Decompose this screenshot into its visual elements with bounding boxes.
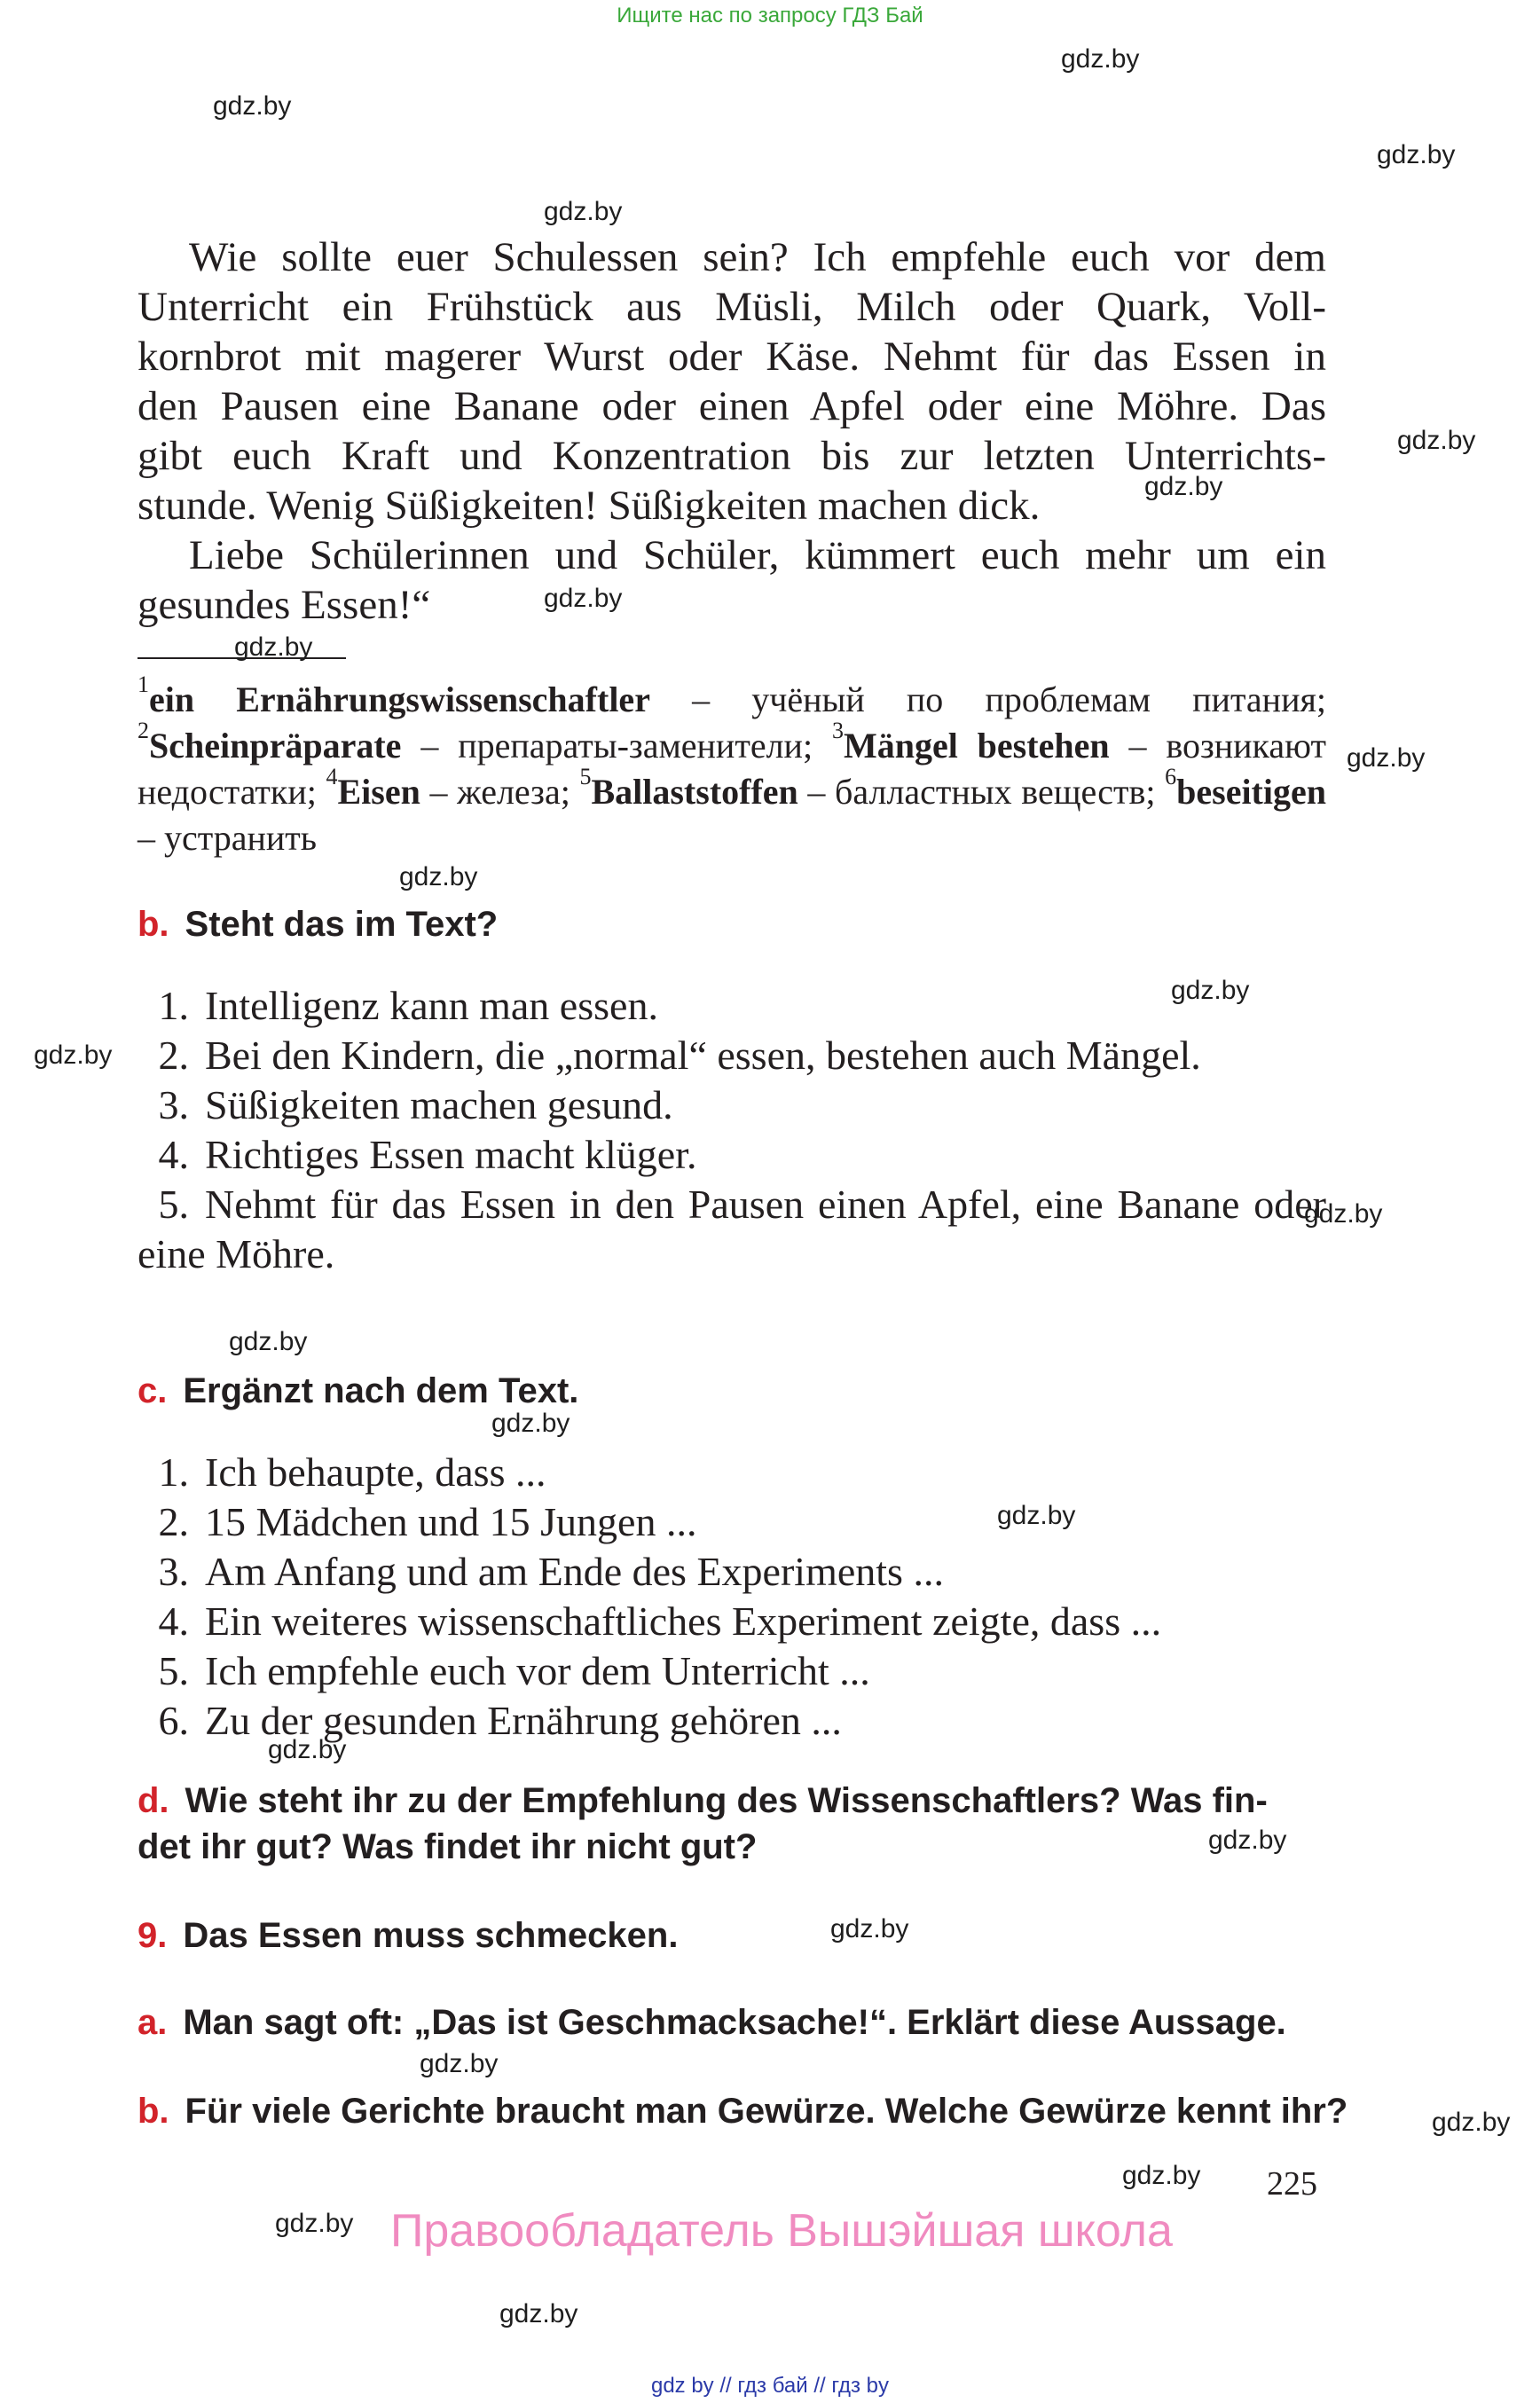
task-letter: a. xyxy=(138,2003,168,2042)
item-number: 1. xyxy=(158,1449,189,1495)
item-number: 1. xyxy=(158,983,189,1028)
footnote-marker: 3 xyxy=(831,718,844,743)
article-line: gibt euch Kraft und Konzentration bis zur letzten Unterrichts- xyxy=(138,433,1326,479)
list-item xyxy=(138,981,1326,1031)
task-c-list xyxy=(138,1448,1326,1746)
watermark: gdz.by xyxy=(420,2049,499,2078)
task-letter: d. xyxy=(138,1781,169,1820)
footnote-term: ein Ernährungswissenschaftler xyxy=(149,679,650,719)
list-item xyxy=(138,1646,1326,1696)
task-number: 9. xyxy=(138,1916,168,1955)
footnote-gloss: – учёный по проблемам питания; xyxy=(649,679,1327,719)
footnote-term: Ballaststoffen xyxy=(591,772,798,812)
task-d-continuation xyxy=(138,1824,757,1870)
footnote-marker: 6 xyxy=(1165,764,1177,789)
watermark: gdz.by xyxy=(491,1409,570,1438)
watermark: gdz.by xyxy=(268,1735,347,1764)
item-text: Am Anfang und am Ende des Experiments ... xyxy=(205,1549,944,1594)
watermark: gdz.by xyxy=(275,2209,354,2238)
item-number: 4. xyxy=(158,1132,189,1177)
list-item xyxy=(138,1597,1326,1646)
watermark: gdz.by xyxy=(499,2299,578,2328)
article-line: Unterricht ein Frühstück aus Müsli, Milch oder Quark, Voll- xyxy=(138,284,1326,330)
footnote-gloss: – железа; xyxy=(420,772,580,812)
top-banner: Ищите нас по запросу ГДЗ Бай xyxy=(617,4,923,27)
task-title: Für viele Gerichte braucht man Gewürze. Welche Gewürze kennt ihr? xyxy=(185,2092,1348,2131)
item-text: Ich empfehle euch vor dem Unterricht ... xyxy=(205,1648,870,1693)
item-text: Zu der gesunden Ernährung gehören ... xyxy=(205,1698,842,1743)
task-9b-heading xyxy=(138,2088,1348,2134)
watermark: gdz.by xyxy=(830,1914,909,1944)
article-line: Liebe Schülerinnen und Schüler, kümmert euch mehr um ein xyxy=(189,532,1326,578)
article-line: kornbrot mit magerer Wurst oder Käse. Nehmt für das Essen in xyxy=(138,334,1326,380)
task-b-heading xyxy=(138,901,498,947)
footer-links[interactable]: gdz by // гдз бай // гдз by xyxy=(650,2374,890,2398)
watermark: gdz.by xyxy=(34,1041,113,1070)
task-c-heading xyxy=(138,1368,578,1414)
watermark: gdz.by xyxy=(1347,743,1426,773)
footnote-gloss: – устранить xyxy=(138,818,318,858)
watermark: gdz.by xyxy=(1304,1199,1383,1229)
watermark: gdz.by xyxy=(213,91,292,121)
item-number: 6. xyxy=(158,1698,189,1743)
item-number: 5. xyxy=(158,1182,189,1227)
copyright-holder: Правообладатель Вышэйшая школа xyxy=(390,2205,1173,2257)
footnote-gloss: – балластных веществ; xyxy=(798,772,1166,812)
watermark: gdz.by xyxy=(1061,44,1140,74)
item-text: Ein weiteres wissenschaftliches Experiment zeigte, dass ... xyxy=(205,1598,1162,1644)
item-number: 2. xyxy=(158,1033,189,1078)
task-letter: c. xyxy=(138,1371,168,1410)
list-item xyxy=(138,1448,1326,1497)
task-title: Wie steht ihr zu der Empfehlung des Wissenschaftlers? Was fin- xyxy=(185,1781,1268,1820)
item-number: 3. xyxy=(158,1082,189,1127)
page-number: 225 xyxy=(1267,2165,1317,2203)
article-line: stunde. Wenig Süßigkeiten! Süßigkeiten machen dick. xyxy=(138,483,1041,529)
task-letter: b. xyxy=(138,2092,169,2131)
article-text xyxy=(138,232,1326,630)
list-item xyxy=(138,1080,1326,1130)
footnote-marker: 4 xyxy=(326,764,338,789)
item-text: Intelligenz kann man essen. xyxy=(205,983,658,1028)
item-text: Nehmt für das Essen in den Pausen einen Apfel, eine Banane oder eine Möhre. xyxy=(138,1182,1326,1276)
item-number: 3. xyxy=(158,1549,189,1594)
watermark: gdz.by xyxy=(234,632,313,662)
watermark: gdz.by xyxy=(1397,426,1476,455)
list-item xyxy=(138,1497,1326,1547)
footnote-term: beseitigen xyxy=(1176,772,1326,812)
task-d-heading xyxy=(138,1778,1268,1824)
watermark: gdz.by xyxy=(544,197,623,226)
list-item xyxy=(138,1180,1326,1279)
footnote-gloss: – возникают недостатки; xyxy=(138,726,1326,812)
footnote-term: Scheinpräparate xyxy=(149,726,402,766)
footnote-term: Eisen xyxy=(337,772,420,812)
item-text: Ich behaupte, dass ... xyxy=(205,1449,546,1495)
footnote-marker: 5 xyxy=(579,764,592,789)
task-title: Das Essen muss schmecken. xyxy=(183,1916,679,1955)
watermark: gdz.by xyxy=(229,1327,308,1356)
watermark: gdz.by xyxy=(1122,2161,1201,2190)
article-line: Wie sollte euer Schulessen sein? Ich empfehle euch vor dem xyxy=(189,234,1326,280)
watermark: gdz.by xyxy=(997,1501,1076,1530)
task-title: Man sagt oft: „Das ist Geschmacksache!“. Erklärt diese Aussage. xyxy=(183,2003,1286,2042)
footnote-marker: 1 xyxy=(138,671,149,697)
watermark: gdz.by xyxy=(1432,2108,1511,2137)
footnote-gloss: – препараты-заменители; xyxy=(401,726,832,766)
watermark: gdz.by xyxy=(399,862,478,891)
list-item xyxy=(138,1130,1326,1180)
item-text: Bei den Kindern, die „normal“ essen, bestehen auch Mängel. xyxy=(205,1033,1201,1078)
watermark: gdz.by xyxy=(1144,472,1223,501)
task-letter: b. xyxy=(138,905,169,944)
footnotes xyxy=(138,671,1327,861)
item-number: 2. xyxy=(158,1499,189,1544)
watermark: gdz.by xyxy=(544,584,623,613)
watermark: gdz.by xyxy=(1171,976,1250,1005)
article-line: den Pausen eine Banane oder einen Apfel oder eine Möhre. Das xyxy=(138,383,1326,429)
list-item xyxy=(138,1031,1326,1080)
task-b-list xyxy=(138,981,1326,1279)
footnote-marker: 2 xyxy=(138,718,149,743)
list-item xyxy=(138,1547,1326,1597)
item-text: 15 Mädchen und 15 Jungen ... xyxy=(205,1499,697,1544)
task-title: Ergänzt nach dem Text. xyxy=(183,1371,579,1410)
task-9-heading xyxy=(138,1912,678,1959)
watermark: gdz.by xyxy=(1208,1826,1287,1855)
item-number: 4. xyxy=(158,1598,189,1644)
task-title: det ihr gut? Was findet ihr nicht gut? xyxy=(138,1827,758,1866)
footnote-term: Mängel bestehen xyxy=(843,726,1110,766)
item-text: Süßigkeiten machen gesund. xyxy=(205,1082,673,1127)
article-line: gesundes Essen!“ xyxy=(138,582,431,628)
task-9a-heading xyxy=(138,1999,1286,2046)
item-text: Richtiges Essen macht klüger. xyxy=(205,1132,697,1177)
item-number: 5. xyxy=(158,1648,189,1693)
watermark: gdz.by xyxy=(1377,140,1456,169)
task-title: Steht das im Text? xyxy=(185,905,499,944)
